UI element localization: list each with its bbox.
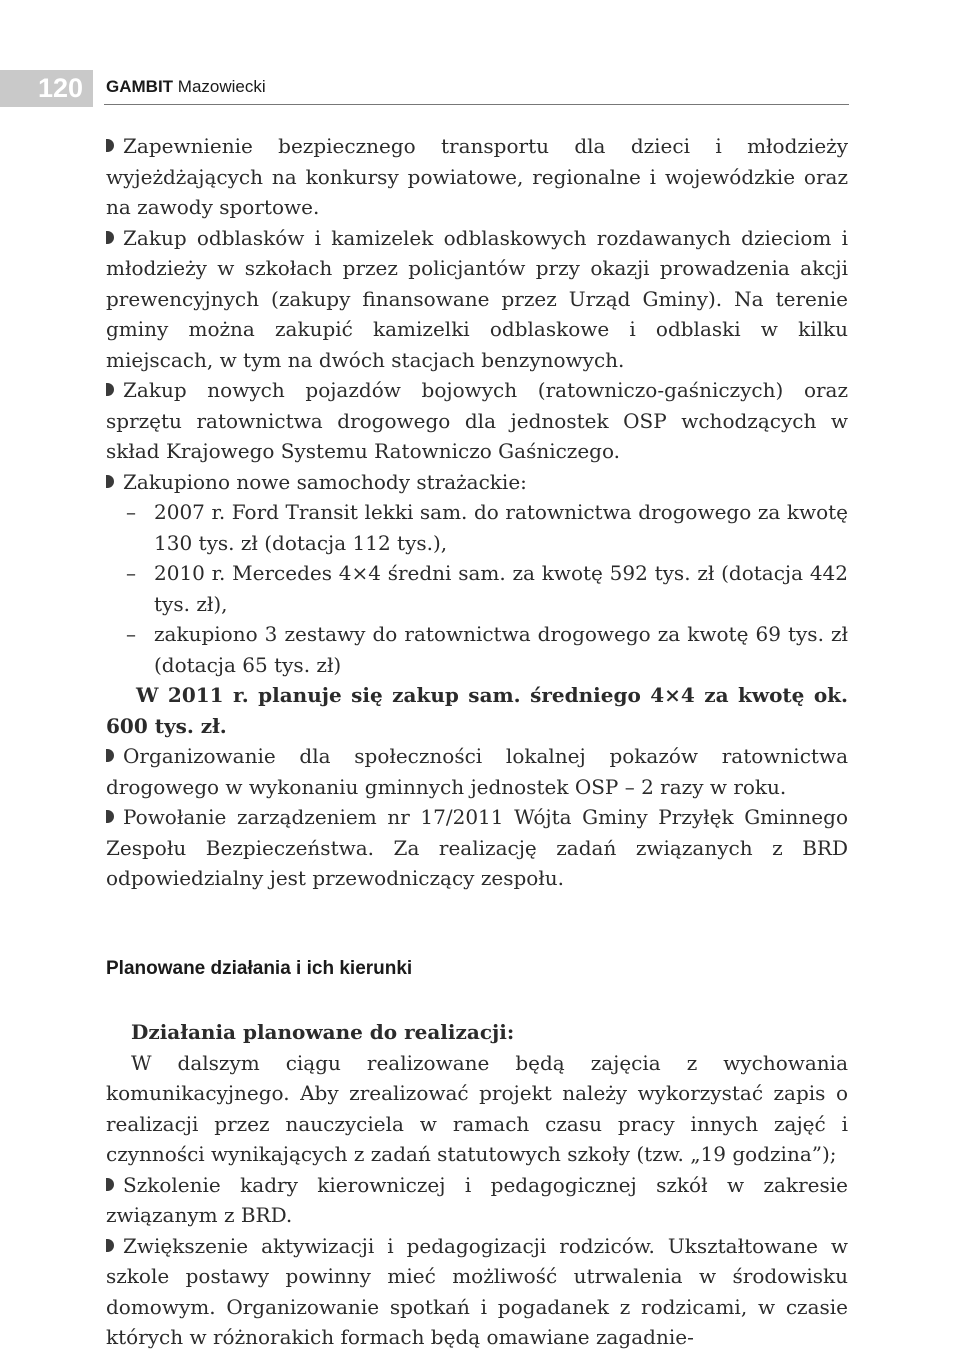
list-item-text: Zakup nowych pojazdów bojowych (ratowniczo-gaśniczych) oraz sprzętu ratownictwa drogowego dla jednostek OSP wchodzących w skład Krajowego Systemu Ratowniczo Gaśniczego. (106, 378, 848, 463)
bullet-icon (106, 1178, 114, 1191)
list-item-text: Organizowanie dla społeczności lokalnej pokazów ratownictwa drogowego w wykonaniu gminnych jednostek OSP – 2 razy w roku. (106, 744, 848, 799)
bullet-icon (106, 1239, 114, 1252)
section-heading: Planowane działania i ich kierunki (106, 958, 413, 979)
list-item (106, 467, 848, 498)
list-item (106, 741, 848, 802)
bullet-icon (106, 810, 114, 823)
header-rule (104, 104, 849, 105)
bullet-icon (106, 139, 114, 152)
page-number: 120 (0, 70, 93, 107)
running-title-brand: GAMBIT (106, 77, 174, 96)
list-item-text: Powołanie zarządzeniem nr 17/2011 Wójta Gminy Przyłęk Gminnego Zespołu Bezpieczeństwa. Za realizację zadań związanych z BRD odpowiedzialny jest przewodniczący zespołu. (106, 805, 848, 890)
dash-list-item (106, 558, 848, 619)
list-item-text: Szkolenie kadry kierowniczej i pedagogicznej szkół w zakresie związanym z BRD. (106, 1172, 848, 1227)
bullet-icon (106, 231, 114, 244)
bullet-icon (106, 749, 114, 762)
page-header (0, 70, 960, 108)
bullet-icon (106, 383, 114, 396)
running-title (106, 77, 266, 97)
dash-list-item (106, 497, 848, 558)
list-item (106, 375, 848, 467)
list-item-text: Zakup odblasków i kamizelek odblaskowych rozdawanych dzieciom i młodzieży w szkołach przez policjantów przy okazji prowadzenia akcji prewencyjnych (zakupy finansowane przez Urząd Gminy). Na terenie gminy można zakupić kamizelki odblaskowe i odblaski w kilku miejscach, w tym na dwóch stacjach benzynowych. (106, 225, 848, 372)
lower-text-column (106, 1017, 848, 1353)
dash-marker: – (126, 500, 136, 524)
list-item (106, 131, 848, 223)
dash-item-text: 2007 r. Ford Transit lekki sam. do ratownictwa drogowego za kwotę 130 tys. zł (dotacja 112 tys.), (154, 500, 848, 555)
list-item (106, 1231, 848, 1353)
list-item-text: Zwiększenie aktywizacji i pedagogizacji rodziców. Ukształtowane w szkole postawy powinny mieć możliwość utrwalenia w środowisku domowym. Organizowanie spotkań i pogadanek z rodzicami, w czasie których w różnorakich formach będą omawiane zagadnie- (106, 1233, 848, 1349)
dash-list-item (106, 619, 848, 680)
upper-text-column (106, 131, 848, 894)
running-title-region: Mazowiecki (177, 77, 266, 96)
dash-item-text: zakupiono 3 zestawy do ratownictwa drogowego za kwotę 69 tys. zł (dotacja 65 tys. zł) (154, 622, 848, 677)
dash-marker: – (126, 561, 136, 585)
list-item-text: Zakupiono nowe samochody strażackie: (123, 469, 527, 494)
dash-marker: – (126, 622, 136, 646)
bullet-icon (106, 475, 114, 488)
list-item (106, 1170, 848, 1231)
list-item-text: Zapewnienie bezpiecznego transportu dla dzieci i młodzieży wyjeżdżających na konkursy powiatowe, regionalne i wojewódzkie oraz na zawody sportowe. (106, 134, 848, 219)
dash-item-text: 2010 r. Mercedes 4×4 średni sam. za kwotę 592 tys. zł (dotacja 442 tys. zł), (154, 561, 848, 616)
subsection-intro: W dalszym ciągu realizowane będą zajęcia z wychowania komunikacyjnego. Aby zrealizować projekt należy wykorzystać zapis o realizacji przez nauczyciela w ramach czasu pracy innych zajęć i czynności wynikających z zadań statutowych szkoły (tzw. „19 godzina”); (106, 1050, 848, 1166)
subsection-heading: Działania planowane do realizacji: (131, 1020, 515, 1044)
list-item (106, 223, 848, 376)
list-item (106, 802, 848, 894)
planned-purchase-note: W 2011 r. planuje się zakup sam. średniego 4×4 za kwotę ok. 600 tys. zł. (106, 683, 848, 738)
